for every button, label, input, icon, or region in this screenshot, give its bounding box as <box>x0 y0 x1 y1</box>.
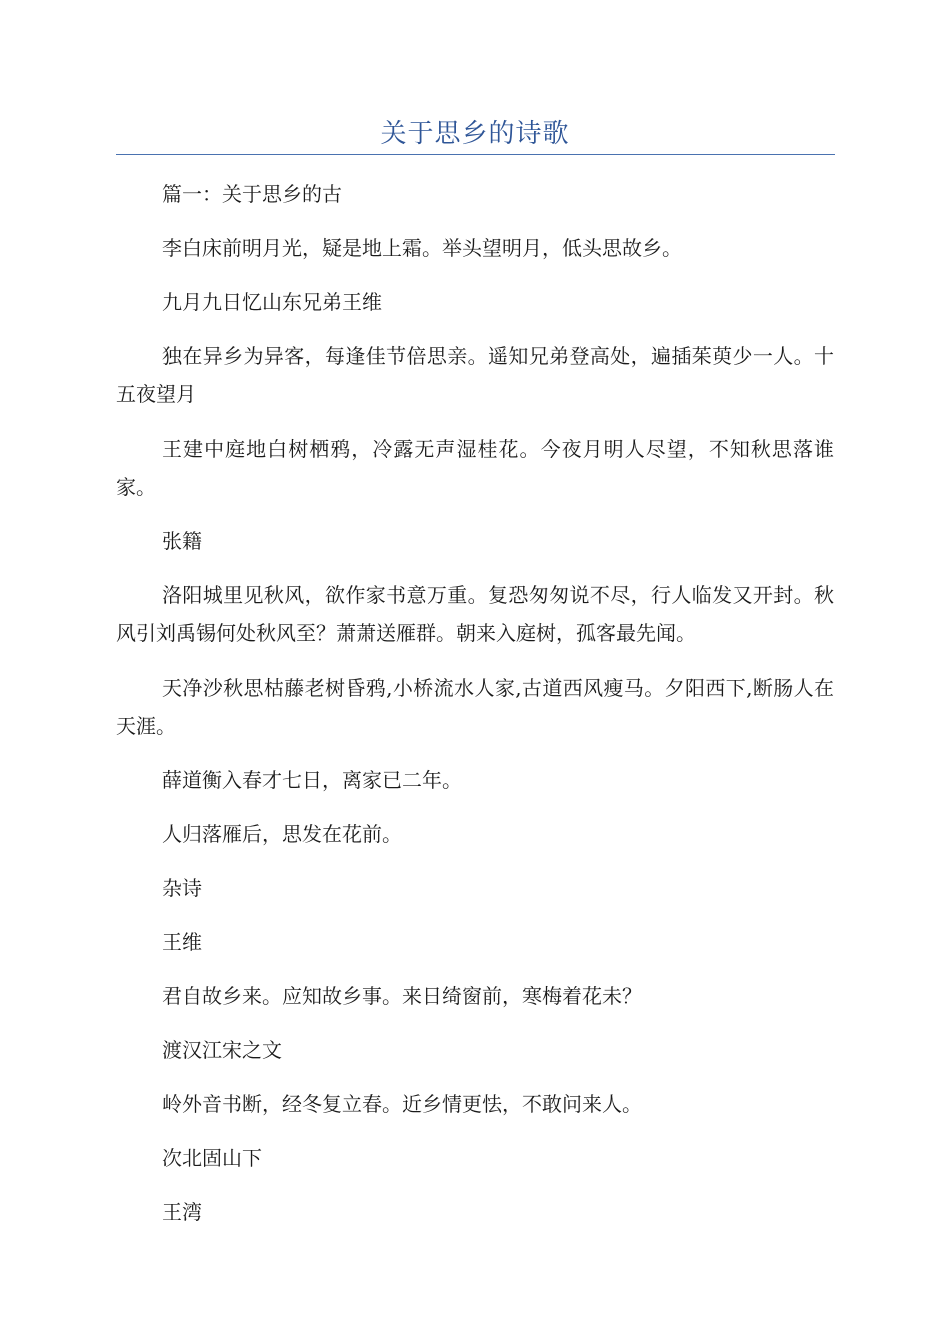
paragraph-poem-body: 天净沙秋思枯藤老树昏鸦,小桥流水人家,古道西风瘦马。夕阳西下,断肠人在天涯。 <box>116 676 834 738</box>
paragraph-poem-body: 君自故乡来。应知故乡事。来日绮窗前，寒梅着花未？ <box>162 984 642 1008</box>
paragraph-poem-body: 王建中庭地白树栖鸦，冷露无声湿桂花。今夜月明人尽望，不知秋思落谁家。 <box>116 437 834 499</box>
paragraph-poem-body: 岭外音书断，经冬复立春。近乡情更怯，不敢问来人。 <box>162 1092 642 1116</box>
paragraph-poem-body: 薛道衡入春才七日，离家已二年。 <box>162 768 462 792</box>
paragraph-poem-title: 次北固山下 <box>162 1146 262 1170</box>
paragraph-section-heading: 篇一：关于思乡的古 <box>162 182 342 206</box>
document-title: 关于思乡的诗歌 <box>380 119 570 149</box>
paragraph-poem-body: 洛阳城里见秋风，欲作家书意万重。复恐匆匆说不尽，行人临发又开封。秋风引刘禹锡何处秋风至？萧萧送雁群。朝来入庭树，孤客最先闻。 <box>116 583 834 645</box>
paragraph-poem-title: 九月九日忆山东兄弟王维 <box>162 290 382 314</box>
paragraph-poem-title: 渡汉江宋之文 <box>162 1038 282 1062</box>
title-underline <box>116 154 835 155</box>
paragraph-poem-body: 独在异乡为异客，每逢佳节倍思亲。遥知兄弟登高处，遍插茱萸少一人。十五夜望月 <box>116 344 834 406</box>
paragraph-author: 王维 <box>162 930 202 954</box>
paragraph-author: 王湾 <box>162 1200 202 1224</box>
paragraph-poem-jingyesi: 李白床前明月光，疑是地上霜。举头望明月，低头思故乡。 <box>162 236 682 260</box>
paragraph-poem-title: 杂诗 <box>162 876 202 900</box>
paragraph-author: 张籍 <box>162 529 202 553</box>
paragraph-poem-body: 人归落雁后，思发在花前。 <box>162 822 402 846</box>
